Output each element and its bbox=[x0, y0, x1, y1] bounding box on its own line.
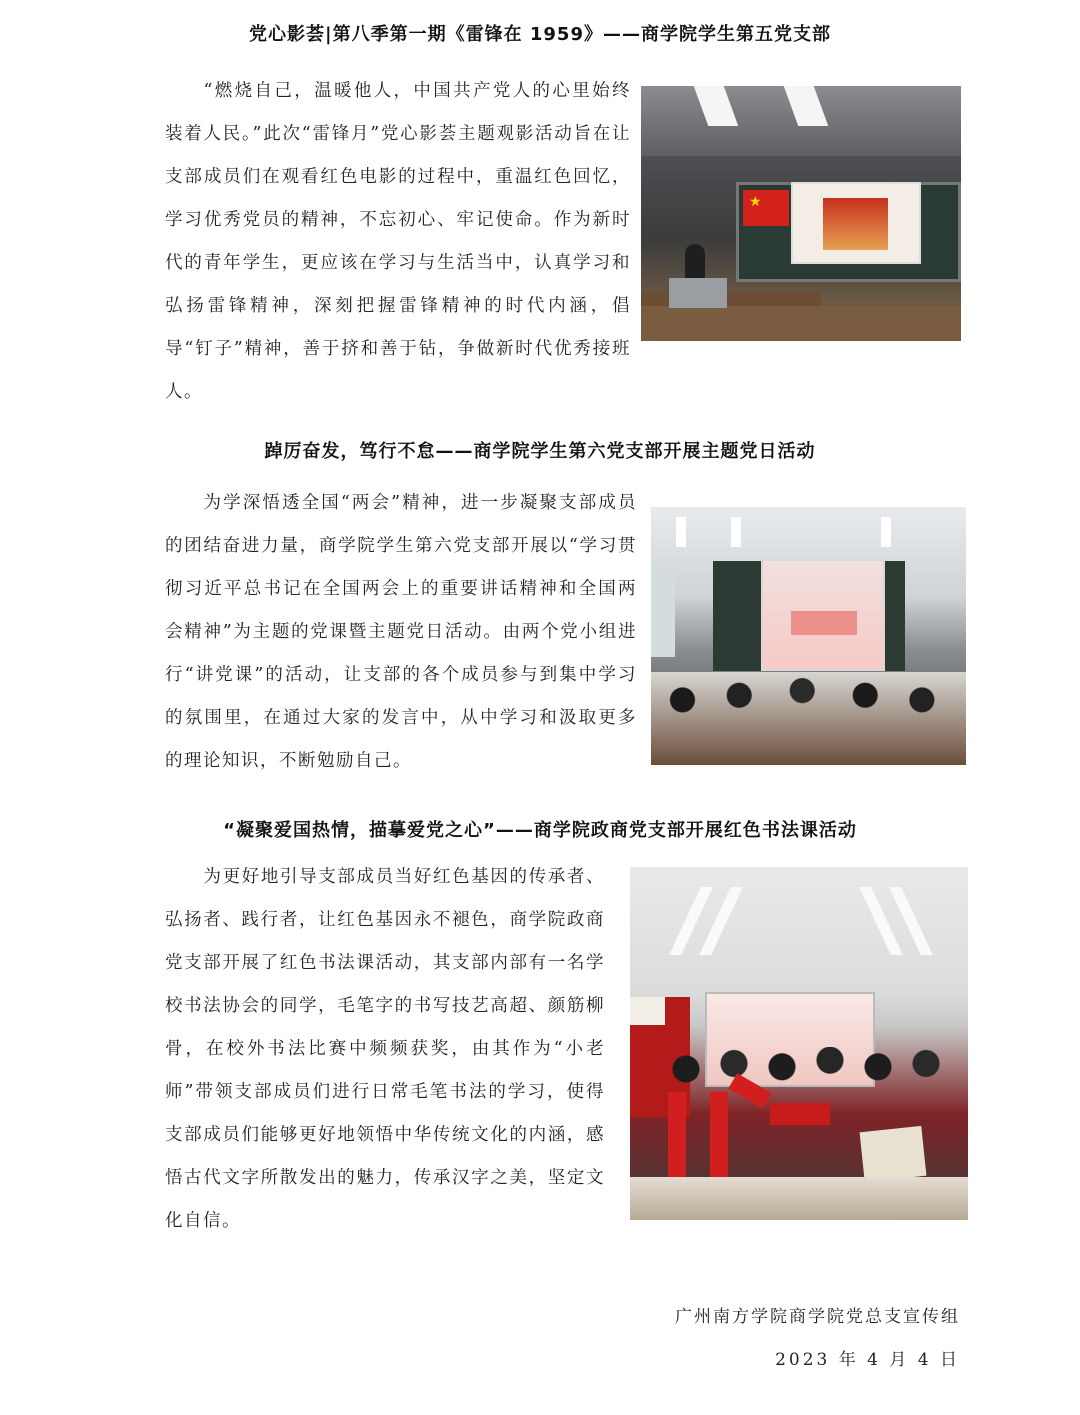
section-1-paragraph: “燃烧自己，温暖他人，中国共产党人的心里始终装着人民。”此次“雷锋月”党心影荟主题观影活动旨在让支部成员们在观看红色电影的过程中，重温红色回忆，学习优秀党员的精神，不忘初心、牢记使命。作为新时代的青年学生，更应该在学习与生活当中，认真学习和弘扬雷锋精神，深刻把握雷锋精神的时代内涵，倡导“钉子”精神，善于挤和善于钻，争做新时代优秀接班人。 bbox=[165, 81, 631, 402]
section-3-paragraph: 为更好地引导支部成员当好红色基因的传承者、弘扬者、践行者，让红色基因永不褪色，商学院政商党支部开展了红色书法课活动，其支部内部有一名学校书法协会的同学，毛笔字的书写技艺高超、颜筋柳骨，在校外书法比赛中频频获奖，由其作为“小老师”带领支部成员们进行日常毛笔书法的学习，使得支部成员们能够更好地领悟中华传统文化的内涵，感悟古代文字所散发出的魅力，传承汉字之美，坚定文化自信。 bbox=[165, 867, 605, 1231]
section-2-heading: 踔厉奋发，笃行不怠——商学院学生第六党支部开展主题党日活动 bbox=[264, 441, 816, 462]
section-2-paragraph: 为学深悟透全国“两会”精神，进一步凝聚支部成员的团结奋进力量，商学院学生第六党支部开展以“学习贯彻习近平总书记在全国两会上的重要讲话精神和全国两会精神”为主题的党课暨主题党日活动。由两个党小组进行“讲党课”的活动，让支部的各个成员参与到集中学习的氛围里，在通过大家的发言中，从中学习和汲取更多的理论知识，不断勉励自己。 bbox=[165, 493, 637, 771]
section-3-photo bbox=[630, 867, 968, 1220]
footer-organization: 广州南方学院商学院党总支宣传组 bbox=[675, 1307, 960, 1327]
section-3-heading: “凝聚爱国热情，描摹爱党之心”——商学院政商党支部开展红色书法课活动 bbox=[223, 820, 857, 841]
section-1-heading: 党心影荟|第八季第一期《雷锋在 1959》——商学院学生第五党支部 bbox=[249, 24, 831, 45]
section-1-photo bbox=[641, 86, 961, 341]
footer-date: 2023 年 4 月 4 日 bbox=[775, 1350, 960, 1370]
section-2-photo bbox=[651, 507, 966, 765]
